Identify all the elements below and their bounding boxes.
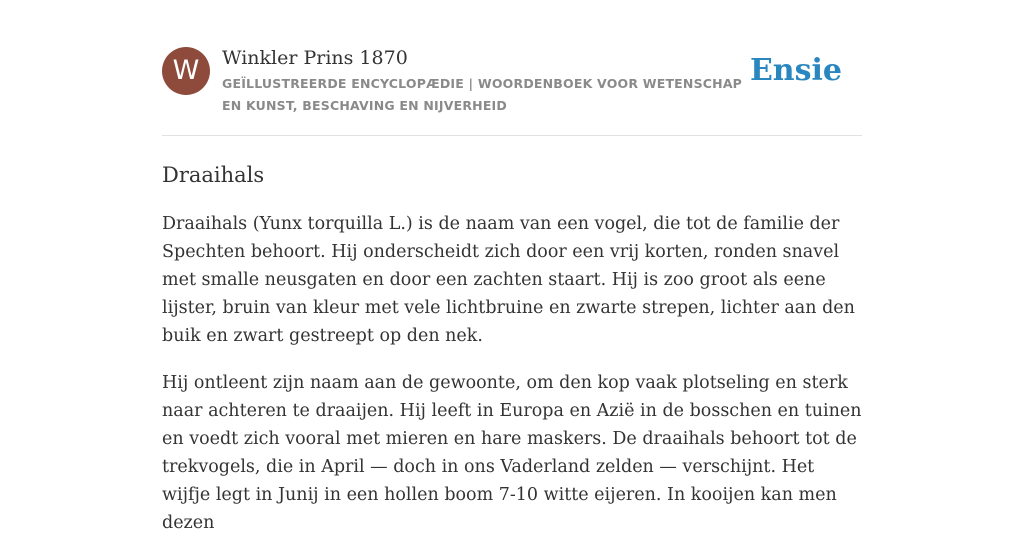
ensie-logo-link[interactable]: Ensie [749, 53, 842, 88]
source-info [222, 46, 752, 117]
source-avatar[interactable]: W [162, 47, 210, 95]
source-title-link[interactable]: Winkler Prins 1870 [222, 47, 408, 69]
article-paragraph-1: Draaihals (Yunx torquilla L.) is de naam van een vogel, die tot de familie der Spechten behoort. Hij onderscheidt zich door een vrij korten, ronden snavel met smalle neusgaten en door een zachten staart. Hij is zoo groot als eene lijster, bruin van kleur met vele lichtbruine en zwarte strepen, lichter aan den buik en zwart gestreept op den nek. [162, 214, 855, 346]
source-header [162, 46, 862, 136]
main-content [162, 46, 862, 537]
article-paragraph-2: Hij ontleent zijn naam aan de gewoonte, om den kop vaak plotseling en sterk naar achteren te draaijen. Hij leeft in Europa en Azië in de bosschen en tuinen en voedt zich vooral met mieren en hare maskers. De draaihals behoort tot de trekvogels, die in April — doch in ons Vaderland zelden — verschijnt. Het wijfje legt in Junij in een hollen boom 7-10 witte eijeren. In kooijen kan men dezen [162, 373, 862, 533]
article-title: Draaihals [162, 163, 265, 187]
source-subtitle: GEÏLLUSTREERDE ENCYCLOPÆDIE | WOORDENBOEK VOOR WETENSCHAP EN KUNST, BESCHAVING EN NIJVERHEID [222, 76, 743, 113]
